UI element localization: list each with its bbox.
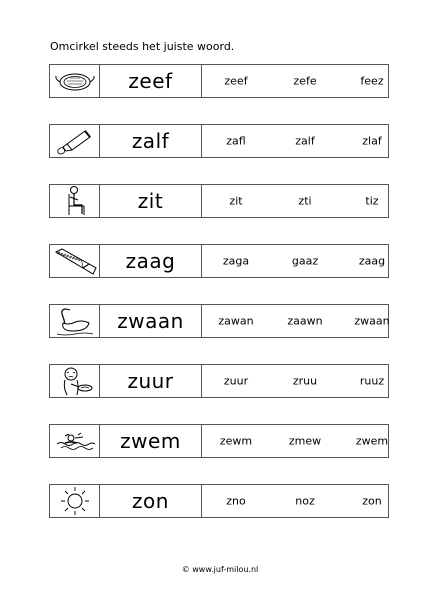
target-word: zuur	[100, 365, 202, 397]
footer-copyright[interactable]: © www.juf-milou.nl	[181, 565, 259, 574]
option-3[interactable]: tiz	[365, 194, 379, 208]
exercise-row	[49, 364, 389, 398]
exercise-row	[49, 124, 389, 158]
option-1[interactable]: zawan	[218, 314, 254, 328]
option-1[interactable]: zewm	[219, 434, 253, 448]
option-3[interactable]: zon	[362, 494, 382, 508]
target-word: zalf	[100, 125, 202, 157]
sitting-person-icon	[50, 185, 100, 217]
option-2[interactable]: zaawn	[287, 314, 323, 328]
target-word: zon	[100, 485, 202, 517]
exercise-row	[49, 184, 389, 218]
option-3[interactable]: zwaan	[354, 314, 390, 328]
option-2[interactable]: zruu	[292, 374, 318, 388]
instruction-text: Omcirkel steeds het juiste woord.	[50, 40, 235, 53]
exercise-row	[49, 304, 389, 338]
exercise-row	[49, 484, 389, 518]
option-1[interactable]: zit	[229, 194, 243, 208]
sieve-icon	[50, 65, 100, 97]
option-3[interactable]: feez	[360, 74, 384, 88]
option-3[interactable]: zlaf	[362, 134, 382, 148]
option-2[interactable]: noz	[295, 494, 315, 508]
exercise-row	[49, 424, 389, 458]
swan-icon	[50, 305, 100, 337]
option-2[interactable]: zalf	[295, 134, 315, 148]
option-2[interactable]: zti	[298, 194, 312, 208]
exercise-row	[49, 64, 389, 98]
exercise-row	[49, 244, 389, 278]
option-2[interactable]: zmew	[288, 434, 322, 448]
option-1[interactable]: zeef	[224, 74, 248, 88]
target-word: zwem	[100, 425, 202, 457]
target-word: zit	[100, 185, 202, 217]
saw-icon	[50, 245, 100, 277]
option-1[interactable]: zaga	[222, 254, 250, 268]
option-3[interactable]: zaag	[358, 254, 386, 268]
target-word: zwaan	[100, 305, 202, 337]
sour-face-icon	[50, 365, 100, 397]
option-1[interactable]: zafl	[226, 134, 246, 148]
option-2[interactable]: zefe	[293, 74, 317, 88]
option-2[interactable]: gaaz	[291, 254, 319, 268]
option-3[interactable]: zwem	[355, 434, 389, 448]
target-word: zaag	[100, 245, 202, 277]
target-word: zeef	[100, 65, 202, 97]
option-1[interactable]: zno	[226, 494, 246, 508]
option-1[interactable]: zuur	[223, 374, 249, 388]
sun-icon	[50, 485, 100, 517]
ointment-tube-icon	[50, 125, 100, 157]
option-3[interactable]: ruuz	[359, 374, 385, 388]
swimmer-icon	[50, 425, 100, 457]
